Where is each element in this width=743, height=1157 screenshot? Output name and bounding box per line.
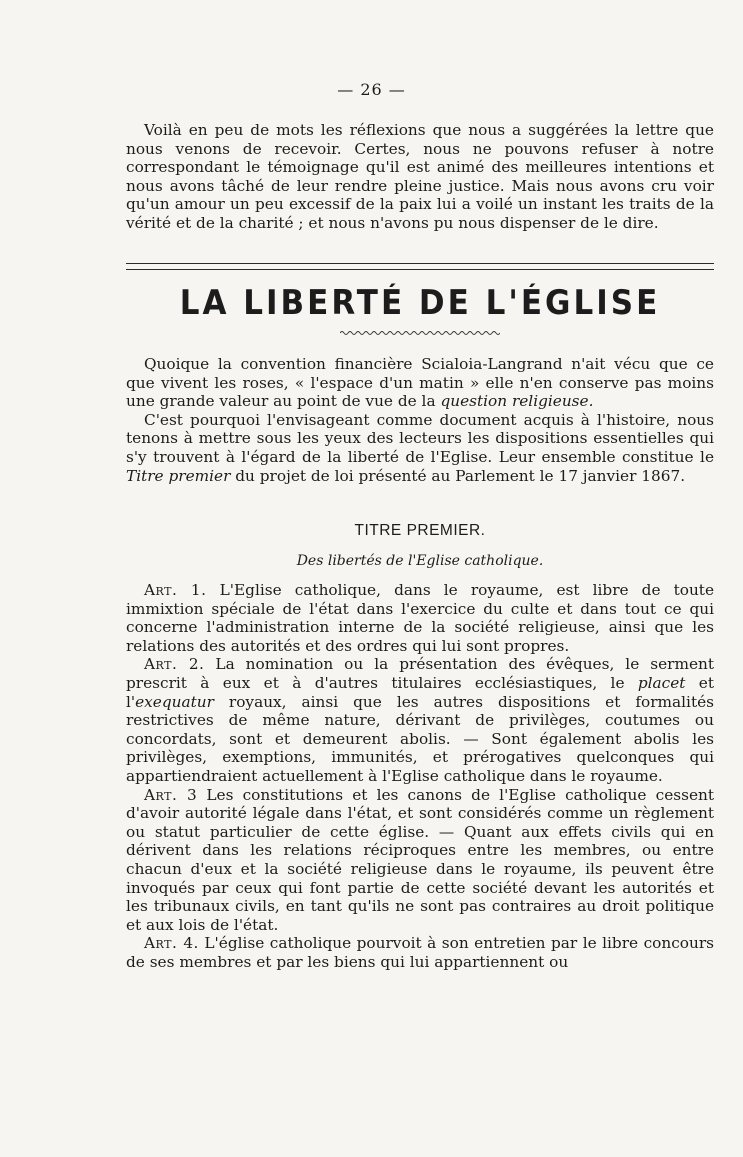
paragraph-text: du projet de loi présenté au Parlement le 17 janvier 1867. [230,466,686,485]
emphasis-text: Titre premier [126,466,231,485]
intro-paragraph-block [126,121,714,233]
articles-block [126,581,714,971]
article-text: L'église catholique pourvoit à son entretien par le libre concours de ses membres et par les biens qui lui appartiennent ou [126,934,714,971]
article-text: royaux, ainsi que les autres dispositions et formalités restrictives de même nature, dérivant de privilèges, coutumes ou concordats, sont et demeurent abolis. — Sont également abolis les privilèges, exemptions, immunités, et prérogatives quelconques qui appartiendraient actuellement à l'Eglise catholique dans le royaume. [126,692,714,785]
emphasis-text: exequatur [135,692,214,711]
double-rule-divider [126,263,714,270]
page-number: — 26 — [337,80,406,99]
article-text: La nomination ou la présentation des évêques, le serment prescrit à eux et à d'autres titulaires ecclésiastiques, le [126,655,714,692]
article-text: Les constitutions et les canons de l'Eglise catholique cessent d'avoir autorité légale dans l'état, et sont considérés comme un règlement ou statut particulier de cette église. — Quant aux effets civils qui en dérivent dans les relations réciproques entre les membres, ou entre chacun d'eux et la société religieuse dans le royaume, ils peuvent être invoqués par ceux qui font partie de cette société devant les autorités et les tribunaux civils, en tant qu'ils ne sont pas contraires au droit politique et aux lois de l'état. [126,785,714,934]
section-heading: TITRE PREMIER. [354,522,486,539]
article-text: et l' [126,673,714,711]
article-title: LA LIBERTÉ DE L'ÉGLISE [179,283,661,323]
article-label: Art. 1. [144,581,207,599]
section-subtitle: Des libertés de l'Eglise catholique. [296,553,544,569]
article-label: Art. 4. [144,934,199,953]
article-label: Art. 2. [144,655,205,674]
paragraph-convention [126,355,714,411]
article-3 [126,786,714,935]
intro-section [126,355,714,485]
emphasis-text: placet [637,673,686,692]
article-label: Art. 3 [144,785,198,804]
paragraph-titre-premier [126,411,714,485]
paragraph-text: C'est pourquoi l'envisageant comme document acquis à l'histoire, nous tenons à mettre sous les yeux des lecteurs les dispositions essentielles qui s'y trouvent à l'égard de la liberté de l'Eglise. Leur ensemble constitue le [126,410,714,466]
article-1 [126,581,714,655]
paragraph-text: Quoique la convention financière Scialoia-Langrand n'ait vécu que ce que vivent les roses, « l'espace d'un matin » elle n'en conserve pas moins une grande valeur au point de vue de la [126,355,714,411]
article-4 [126,934,714,971]
wavy-ornament [340,330,500,336]
article-text: L'Eglise catholique, dans le royaume, est libre de toute immixtion spéciale de l'état dans l'exercice du culte et dans tout ce qui concerne l'administration interne de la société religieuse, ainsi que les relations des autorités et des ordres qui lui sont propres. [126,581,714,655]
article-2 [126,655,714,785]
emphasis-text: question religieuse. [440,392,594,411]
intro-paragraph: Voilà en peu de mots les réflexions que nous a suggérées la lettre que nous venons de recevoir. Certes, nous ne pouvons refuser à notre correspondant le témoignage qu'il est animé des meilleures intentions et nous avons tâché de leur rendre pleine justice. Mais nous avons cru voir qu'un amour un peu excessif de la paix lui a voilé un instant les traits de la vérité et de la charité ; et nous n'avons pu nous dispenser de le dire. [126,121,714,232]
